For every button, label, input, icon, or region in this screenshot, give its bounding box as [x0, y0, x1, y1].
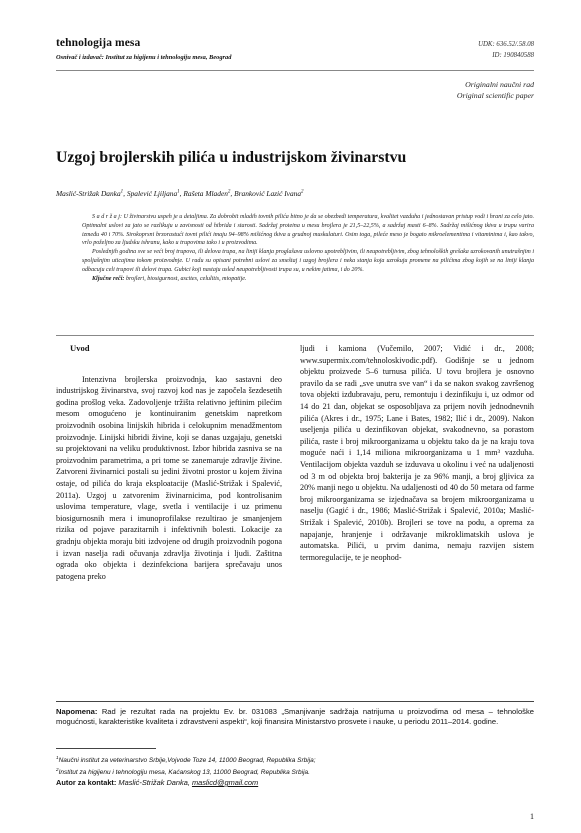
author-name: Branković Lazić Ivana	[234, 189, 302, 198]
paper-type-serbian: Originalni naučni rad	[465, 80, 534, 89]
page-number: 1	[530, 812, 534, 821]
author-affiliation-marker: 1	[177, 189, 180, 195]
body-paragraph: ljudi i kamiona (Vučemilo, 2007; Vidić i dr., 2008; www.supermix.com/tehnoloskivodic.pdf). Godišnje se u jednom objektu proizvede 5–6 turnusa pilića. U tovu brojlera je osnovno pravilo da se radi „sve unutra sve van“ i da se nakon svakog završenog tova objekti izđubravaju, peru, remontuju i dezinfikuju i, uz odmor od 14 do 21 dan, objekat se osposobljava za prijem novih jednodnevnih pilića (Akres i dr., 1975; Lane i Bates, 1982; Ilić i dr., 2009). Nakon useljenja pilića u dezinfikovan objekat, svakodnevno, sa porastom pilića, raste i broj mikroorganizama u objektu tako da je na kraju tova moguće naći i 1,14 miliona mikroorganizama u 1 mm³ vazduha. Ventilacijom objekta vazduh se izduvava u okolinu i već na udaljenosti od 3 m od objekta broj bakterija je za 96% manji, a broj gljivica za 20% manji nego u objektu. Na udaljenosti od 40 do 50 metara od farme broj mikroorganizama se izjednačava sa brojem mikroorganizama u naselju (Gagić i dr., 1986; Maslić-Strižak i Spalević, 2010a; Maslić-Strižak i Spalević, 2010b). Brojleri se tove na podu, a oprema za napajanje, hranjenje i održavanje mikroklimatskih uslova je automatska. Pilići, u prvim danima, nemaju razvijen sistem termoregulacije, te je neophod-	[300, 344, 534, 562]
author-name: Maslić-Strižak Danka	[56, 189, 121, 198]
affiliation-text: Naučni institut za veterinarstvo Srbije,Vojvode Toze 14, 11000 Beograd, Republika Srbija;	[58, 757, 316, 765]
abstract	[82, 213, 534, 283]
author-affiliation-marker: 2	[301, 189, 304, 195]
keywords-label: Ključne reči:	[92, 275, 125, 282]
section-heading-intro: Uvod	[70, 343, 90, 353]
section-divider	[56, 335, 534, 336]
abstract-label: S a d r ž a j:	[92, 214, 122, 220]
affiliation-number: 2	[56, 766, 59, 772]
body-paragraph: Intenzivna brojlerska proizvodnja, kao sastavni deo industrijskog živinarstva, svoj razvoj kod nas je započela šezdesetih godina prošlog veka. Zadovoljenje tržišta relativno jeftinim pilećim mesom omogućeno je kontinuiranim genetskim napretkom proizvodnih osobina linijskih hibrida i celokupnim menadžmentom proizvodnje. Linijski hibridi živine, koji se danas uzgajaju, genetski su projektovani na veliku produktivnost. Izbor hibrida zasniva se na proizvodnim parametrima, a pri tome se zanemaruje zdravlje živine. Zatvoreni živinarnici postali su jedini životni prostor u kojem živina ostaje, od pilića do kraja eksploatacije (Maslić-Strižak i Spalević, 2011a). Uzgoj u zatvorenim živinarnicima, pod kontrolisanim uslovima temperature, vlage, svetla i ventilacije i uz primenu biosigurnosnih mera i imunoprofilakse rezultirao je smanjenjem rizika od pojave parazitarnih i infektivnih bolesti. Lokacije za gradnju objekta moraju biti izdvojene od drugih proizvodnih pogona i izvan naselja radi očuvanja zdravlja životinja i ljudi. Zaštitna ograda oko objekta i dezinfekciona barijera sprečavaju unos patogena preko	[56, 374, 282, 581]
abstract-paragraph	[82, 213, 534, 248]
author-list	[56, 189, 304, 198]
contact-label: Autor za kontakt:	[56, 778, 117, 787]
affiliations-divider	[56, 748, 156, 749]
udk-code: UDK: 636.52/.58.08	[478, 41, 534, 48]
publisher-line: Osnivač i izdavač: Institut za higijenu i tehnologiju mesa, Beograd	[56, 54, 232, 61]
journal-header	[56, 37, 534, 73]
author-affiliation-marker: 1	[120, 189, 124, 195]
affiliation-item	[56, 754, 534, 766]
funding-text: Rad je rezultat rada na projektu Ev. br. 031083 „Smanjivanje sadržaja natrijuma u proizvodima od mesa – tehnološke mogućnosti, karakteristike kvaliteta i zdravstveni aspekti“, koji finansira Ministarstvo prosvete i nauke, u periodu 2011–2014. godine.	[56, 707, 534, 726]
journal-title: tehnologija mesa	[56, 37, 141, 49]
contact-email-link[interactable]: maslicd@gmail.com	[191, 778, 259, 787]
contact-name: Maslić-Strižak Danka,	[118, 778, 190, 787]
author-separator: ,	[179, 189, 184, 198]
affiliation-number: 1	[56, 755, 59, 760]
affiliation-item	[56, 766, 534, 778]
author-name: Rašeta Mladen	[183, 189, 228, 198]
affiliation-text: Institut za higijenu i tehnologiju mesa, Kaćanskog 13, 11000 Beograd, Republika Srbija.	[58, 768, 310, 776]
abstract-text: U živinarstvu uspeh je u detaljima. Za dobrobit mladih tovnih pilića bitno je da se obezbedi temperatura, kvalitet vazduha i jednostavan pristup vodi i hrani za celo jato. Optimalni uslovi za jato se razlikuju u zavisnosti od hibrida i starosti. Sadržaj proteina u mesu brojlera je 21,5–22,5%, a sadržaj masti 6–8%. Sadržaj mišićnog tkiva u trupu varira između 40 i 70%. Sirokoprsni brzorastući tovni pilići imaju 94–98% mišićnog tkiva u grudnoj muskulaturi. Osim toga, pileće meso je bogato mikroelementima i vitaminima i, kao takvo, vrlo poželjno za ljudsku ishranu, kako u trupovima tako i u proizvodima.	[82, 214, 534, 247]
body-column-right	[300, 343, 534, 563]
abstract-paragraph: Poslednjih godina sve se veći broj trupova, ili delova trupa, na liniji klanja proglašava uslovno upotrebljivim, ili neupotrebljivim, zbog tehnoloških grešaka uzrokovanih unutrašnjim i spoljašnjim uticajima tokom proizvodnje. U radu su opisani potrebni uslovi za smeštaj i uzgoj brojlera i neka stanja koja uzrokuju promene na pilićima zbog kojih se na liniji klanja odbacuju celi trupovi ili delovi trupa. Gubici koji nastaju usled neupotrebljivosti trupa su, u nekim jatima, i do 20%.	[82, 249, 534, 273]
paper-type	[457, 80, 534, 101]
author-affiliation-marker: 2	[227, 189, 231, 195]
affiliations	[56, 754, 534, 778]
keywords	[82, 275, 534, 284]
author-name: Spalević Ljiljana	[126, 189, 178, 198]
funding-note	[56, 707, 534, 727]
keywords-text: brojleri, biosigurnost, ascites, celulitis, miopatije.	[125, 275, 247, 282]
paper-type-english: Original scientific paper	[456, 90, 534, 100]
footnote-divider	[56, 701, 534, 702]
author-separator: ,	[123, 189, 127, 198]
funding-label: Napomena:	[56, 707, 98, 716]
paper-title: Uzgoj brojlerskih pilića u industrijskom živinarstvu	[56, 149, 407, 166]
corresponding-author	[56, 778, 258, 787]
document-id: ID: 190840588	[492, 52, 534, 59]
author-separator: ,	[230, 189, 235, 198]
header-divider	[56, 70, 534, 71]
body-column-left	[56, 343, 282, 582]
